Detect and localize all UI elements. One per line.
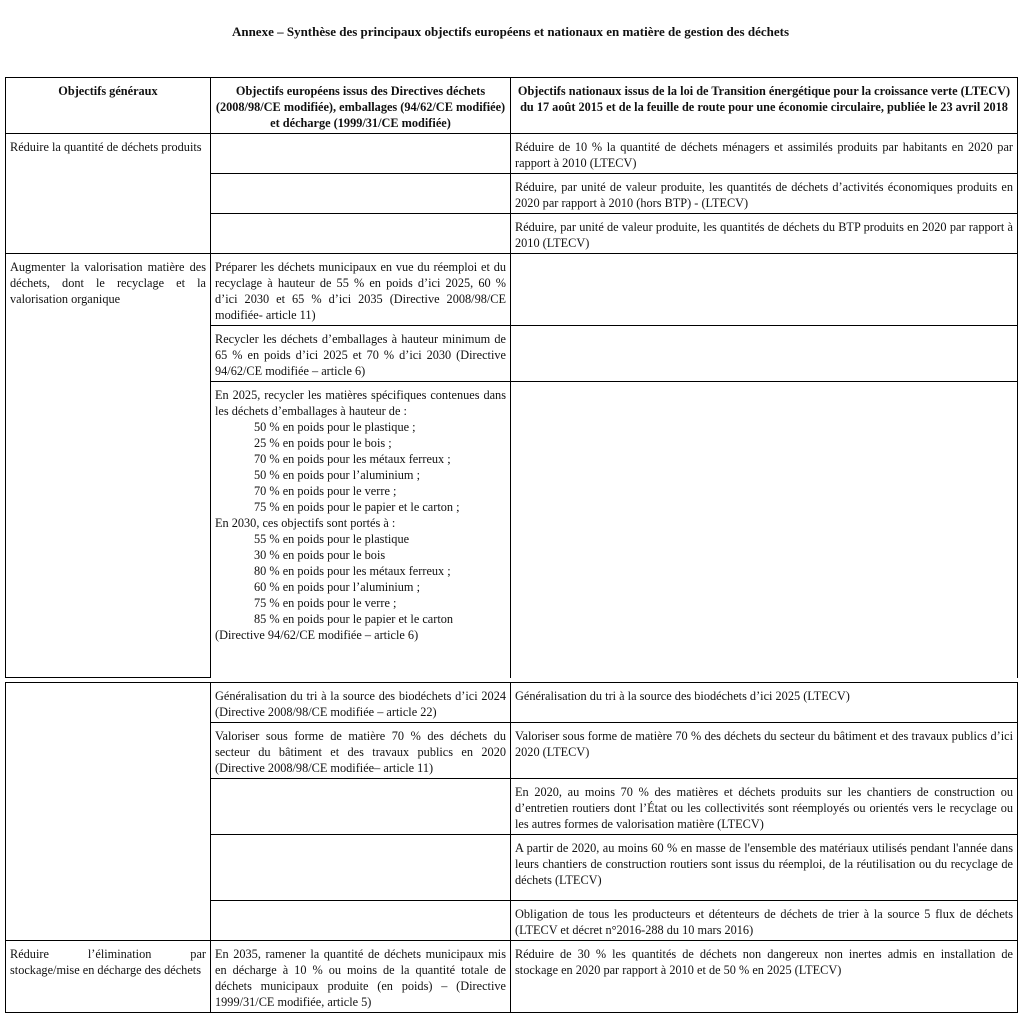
eu-objective-cell: Généralisation du tri à la source des biodéchets d’ici 2024 (Directive 2008/98/CE modifiée – article 22) <box>211 683 511 723</box>
packaging-2030-intro: En 2030, ces objectifs sont portés à : <box>215 516 396 530</box>
list-item: 25 % en poids pour le bois ; <box>254 436 392 450</box>
list-item: 50 % en poids pour l’aluminium ; <box>254 468 420 482</box>
list-item: 85 % en poids pour le papier et le carton <box>254 612 454 626</box>
objectives-table-part2 <box>5 682 1018 1013</box>
national-objective-cell: Réduire, par unité de valeur produite, les quantités de déchets du BTP produits en 2020 par rapport à 2010 (LTECV) <box>511 214 1018 254</box>
general-objective-reduce: Réduire la quantité de déchets produits <box>6 134 211 254</box>
header-national: Objectifs nationaux issus de la loi de Transition énergétique pour la croissance verte (LTECV) du 17 août 2015 et de la feuille de route pour une économie circulaire, publiée le 23 avril 2018 <box>511 78 1018 134</box>
list-item: 75 % en poids pour le verre ; <box>254 596 397 610</box>
national-objective-cell: Réduire, par unité de valeur produite, les quantités de déchets d’activités économiques produits en 2020 par rapport à 2010 (hors BTP) - (LTECV) <box>511 174 1018 214</box>
eu-objective-cell: En 2035, ramener la quantité de déchets municipaux mis en décharge à 10 % ou moins de la quantité totale de déchets municipaux produite (en poids) – (Directive 1999/31/CE modifiée, article 5) <box>211 941 511 1013</box>
eu-objective-cell: Préparer les déchets municipaux en vue du réemploi et du recyclage à hauteur de 55 % en poids d’ici 2025, 60 % d’ici 2030 et 65 % d’ici 2035 (Directive 2008/98/CE modifiée- article 11) <box>211 254 511 326</box>
general-objective-valorise: Augmenter la valorisation matière des déchets, dont le recyclage et la valorisation organique <box>6 254 211 678</box>
table-row <box>6 683 1018 723</box>
header-general: Objectifs généraux <box>6 78 211 134</box>
national-objective-cell: Réduire de 10 % la quantité de déchets ménagers et assimilés produits par habitants en 2020 par rapport à 2010 (LTECV) <box>511 134 1018 174</box>
objectives-table-part1 <box>5 77 1018 678</box>
eu-objective-cell <box>211 174 511 214</box>
eu-objective-cell <box>211 779 511 835</box>
list-item: 60 % en poids pour l’aluminium ; <box>254 580 420 594</box>
eu-packaging-materials-cell <box>211 382 511 678</box>
national-objective-cell: Réduire de 30 % les quantités de déchets non dangereux non inertes admis en installation de stockage en 2020 par rapport à 2010 et de 50 % en 2025 (LTECV) <box>511 941 1018 1013</box>
packaging-2025-intro: En 2025, recycler les matières spécifiques contenues dans les déchets d’emballages à hauteur de : <box>215 388 506 418</box>
table-row <box>6 254 1018 326</box>
list-item: 30 % en poids pour le bois <box>254 548 386 562</box>
national-objective-cell: A partir de 2020, au moins 60 % en masse de l'ensemble des matériaux utilisés pendant l'année dans leurs chantiers de construction routiers sont issus du réemploi, de la réutilisation ou du recyclage de déchets (LTECV) <box>511 835 1018 901</box>
eu-objective-cell <box>211 901 511 941</box>
national-objective-cell: En 2020, au moins 70 % des matières et déchets produits sur les chantiers de construction ou d’entretien routiers dont l’État ou les collectivités sont réemployés ou orientés vers le recyclage ou les autres formes de valorisation matière (LTECV) <box>511 779 1018 835</box>
national-objective-cell: Généralisation du tri à la source des biodéchets d’ici 2025 (LTECV) <box>511 683 1018 723</box>
general-objective-landfill: Réduire l’élimination par stockage/mise en décharge des déchets <box>6 941 211 1013</box>
list-item: 70 % en poids pour le verre ; <box>254 484 397 498</box>
eu-objective-cell: Valoriser sous forme de matière 70 % des déchets du secteur du bâtiment et des travaux publics en 2020 (Directive 2008/98/CE modifiée– article 11) <box>211 723 511 779</box>
packaging-reference: (Directive 94/62/CE modifiée – article 6) <box>215 628 419 642</box>
table-row <box>6 134 1018 174</box>
eu-objective-cell <box>211 134 511 174</box>
list-item: 80 % en poids pour les métaux ferreux ; <box>254 564 451 578</box>
table-row <box>6 941 1018 1013</box>
list-item: 75 % en poids pour le papier et le carton ; <box>254 500 460 514</box>
list-item: 70 % en poids pour les métaux ferreux ; <box>254 452 451 466</box>
national-objective-cell: Obligation de tous les producteurs et détenteurs de déchets de trier à la source 5 flux de déchets (LTECV et décret n°2016-288 du 10 mars 2016) <box>511 901 1018 941</box>
eu-objective-cell: Recycler les déchets d’emballages à hauteur minimum de 65 % en poids d’ici 2025 et 70 % d’ici 2030 (Directive 94/62/CE modifiée – article 6) <box>211 326 511 382</box>
list-item: 50 % en poids pour le plastique ; <box>254 420 416 434</box>
list-item: 55 % en poids pour le plastique <box>254 532 410 546</box>
header-row <box>6 78 1018 134</box>
national-objective-cell: Valoriser sous forme de matière 70 % des déchets du secteur du bâtiment et des travaux publics d’ici 2020 (LTECV) <box>511 723 1018 779</box>
national-objective-cell <box>511 254 1018 326</box>
eu-objective-cell <box>211 835 511 901</box>
eu-objective-cell <box>211 214 511 254</box>
header-european: Objectifs européens issus des Directives déchets (2008/98/CE modifiée), emballages (94/62/CE modifiée) et décharge (1999/31/CE modifiée) <box>211 78 511 134</box>
general-objective-continued <box>6 683 211 941</box>
national-objective-cell <box>511 382 1018 678</box>
national-objective-cell <box>511 326 1018 382</box>
page-title: Annexe – Synthèse des principaux objectifs européens et nationaux en matière de gestion des déchets <box>231 24 790 39</box>
